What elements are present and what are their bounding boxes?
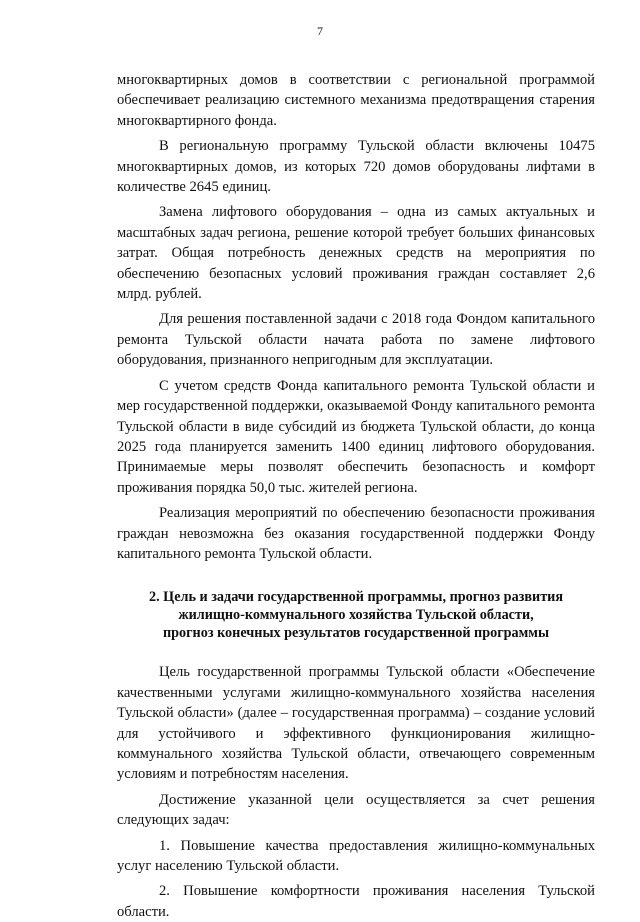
- document-body: [117, 70, 595, 922]
- paragraph-task-2: 2. Повышение комфортности проживания населения Тульской области.: [117, 883, 595, 920]
- paragraph-elevator-replacement: Замена лифтового оборудования – одна из самых актуальных и масштабных задач региона, решение которой требует больших финансовых затрат. Общая потребность денежных средств на мероприятия по обеспечению безопасных условий проживания граждан составляет 2,6 млрд. рублей.: [117, 204, 595, 303]
- section-body: [117, 662, 595, 922]
- section-heading-line-1: 2. Цель и задачи государственной программы, прогноз развития: [148, 589, 564, 606]
- paragraph-fund-work: Для решения поставленной задачи с 2018 года Фондом капитального ремонта Тульской области начата работа по замене лифтового оборудования, признанного непригодным для эксплуатации.: [117, 311, 595, 369]
- paragraph-planned-measures: С учетом средств Фонда капитального ремонта Тульской области и мер государственной поддержки, оказываемой Фонду капитального ремонта Тульской области в виде субсидий из бюджета Тульской области, до конца 2025 года планируется заменить 1400 единиц лифтового оборудования. Принимаемые меры позволят обеспечить безопасность и комфорт проживания порядка 50,0 тыс. жителей региона.: [117, 377, 595, 496]
- section-heading-line-2: жилищно-коммунального хозяйства Тульской области,: [178, 607, 534, 624]
- paragraph-task-1: 1. Повышение качества предоставления жилищно-коммунальных услуг населению Тульской области.: [117, 837, 595, 874]
- paragraph-continuation: многоквартирных домов в соответствии с региональной программой обеспечивает реализацию системного механизма предотвращения старения многоквартирного фонда.: [117, 72, 595, 129]
- paragraph-goal-tasks: Достижение указанной цели осуществляется за счет решения следующих задач:: [117, 791, 595, 829]
- paragraph-program-buildings: В региональную программу Тульской области включены 10475 многоквартирных домов, из которых 720 домов оборудованы лифтами в количестве 2645 единиц.: [117, 138, 595, 196]
- section-heading-line-3: прогноз конечных результатов государственной программы: [162, 625, 550, 642]
- paragraph-program-goal: Цель государственной программы Тульской области «Обеспечение качественными услугами жилищно-коммунального хозяйства населения Тульской области» (далее – государственная программа) – создание условий для устойчивого и эффективного функционирования жилищно-коммунального хозяйства Тульской области, отвечающего современным условиям и потребностям населения.: [117, 664, 595, 783]
- page-number: 7: [317, 24, 323, 38]
- paragraph-state-support: Реализация мероприятий по обеспечению безопасности проживания граждан невозможна без оказания государственной поддержки Фонду капитального ремонта Тульской области.: [117, 505, 595, 562]
- section-heading: [117, 588, 595, 642]
